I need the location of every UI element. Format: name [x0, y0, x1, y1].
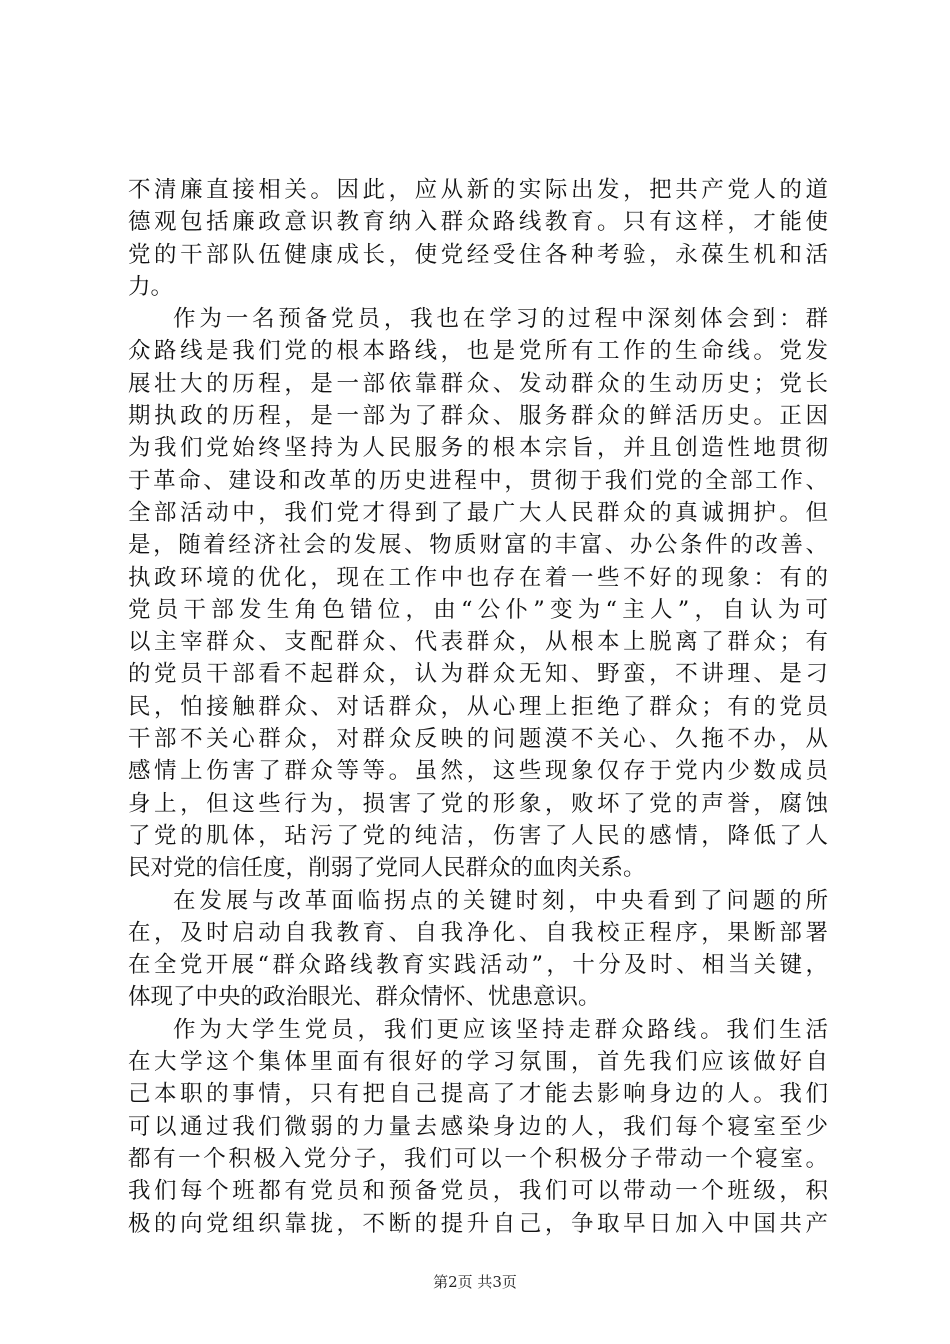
page-number-footer: 第2页 共3页: [433, 1273, 517, 1291]
paragraph-first-line: 作为大学生党员，我们更应该坚持走群众路线。我们生活: [173, 1016, 828, 1043]
text-line: 不清廉直接相关。因此，应从新的实际出发，把共产党人的道: [128, 177, 828, 203]
text-line: 的党员干部看不起群众，认为群众无知、野蛮，不讲理、是刁: [128, 661, 828, 688]
text-line: 我们每个班都有党员和预备党员，我们可以带动一个班级，积: [128, 1178, 828, 1205]
text-line: 体现了中央的政治眼光、群众情怀、忧患意识。: [128, 984, 601, 1011]
paragraph-first-line: 作为一名预备党员，我也在学习的过程中深刻体会到：群: [173, 306, 828, 333]
text-line: 德观包括廉政意识教育纳入群众路线教育。只有这样，才能使: [128, 209, 828, 236]
text-line: 可以通过我们微弱的力量去感染身边的人，我们每个寝室至少: [128, 1113, 828, 1140]
text-line: 党的干部队伍健康成长，使党经受住各种考验，永葆生机和活: [128, 241, 828, 268]
text-line: 在，及时启动自我教育、自我净化、自我校正程序，果断部署: [128, 919, 828, 946]
text-line: 于革命、建设和改革的历史进程中，贯彻于我们党的全部工作、: [128, 467, 828, 494]
body-text: [128, 174, 828, 1240]
text-line: 展壮大的历程，是一部依靠群众、发动群众的生动历史；党长: [128, 370, 828, 397]
text-line: 党员干部发生角色错位，由“公仆”变为“主人”，自认为可: [128, 596, 828, 623]
text-line: 民，怕接触群众、对话群众，从心理上拒绝了群众；有的党员: [128, 693, 828, 720]
text-line: 己本职的事情，只有把自己提高了才能去影响身边的人。我们: [128, 1081, 828, 1108]
text-line: 是，随着经济社会的发展、物质财富的丰富、办公条件的改善、: [128, 532, 828, 559]
text-line: 民对党的信任度，削弱了党同人民群众的血肉关系。: [128, 855, 646, 882]
text-line: 全部活动中，我们党才得到了最广大人民群众的真诚拥护。但: [128, 499, 828, 526]
text-line: 为我们党始终坚持为人民服务的根本宗旨，并且创造性地贯彻: [128, 435, 828, 462]
text-line: 众路线是我们党的根本路线，也是党所有工作的生命线。党发: [128, 338, 828, 365]
text-line: 期执政的历程，是一部为了群众、服务群众的鲜活历史。正因: [128, 403, 828, 430]
text-line: 感情上伤害了群众等等。虽然，这些现象仅存于党内少数成员: [128, 758, 828, 785]
text-line: 执政环境的优化，现在工作中也存在着一些不好的现象：有的: [128, 564, 828, 591]
text-line: 极的向党组织靠拢，不断的提升自己，争取早日加入中国共产: [128, 1210, 828, 1237]
paragraph-first-line: 在发展与改革面临拐点的关键时刻，中央看到了问题的所: [173, 887, 828, 914]
text-line: 在全党开展“群众路线教育实践活动”，十分及时、相当关键，: [128, 952, 828, 979]
text-line: 在大学这个集体里面有很好的学习氛围，首先我们应该做好自: [128, 1049, 828, 1076]
text-line: 以主宰群众、支配群众、代表群众，从根本上脱离了群众；有: [128, 629, 828, 656]
text-line: 力。: [128, 273, 174, 300]
text-line: 身上，但这些行为，损害了党的形象，败坏了党的声誉，腐蚀: [128, 790, 828, 817]
text-line: 都有一个积极入党分子，我们可以一个积极分子带动一个寝室。: [128, 1145, 828, 1172]
text-line: 了党的肌体，玷污了党的纯洁，伤害了人民的感情，降低了人: [128, 822, 828, 849]
text-line: 干部不关心群众，对群众反映的问题漠不关心、久拖不办，从: [128, 726, 828, 753]
